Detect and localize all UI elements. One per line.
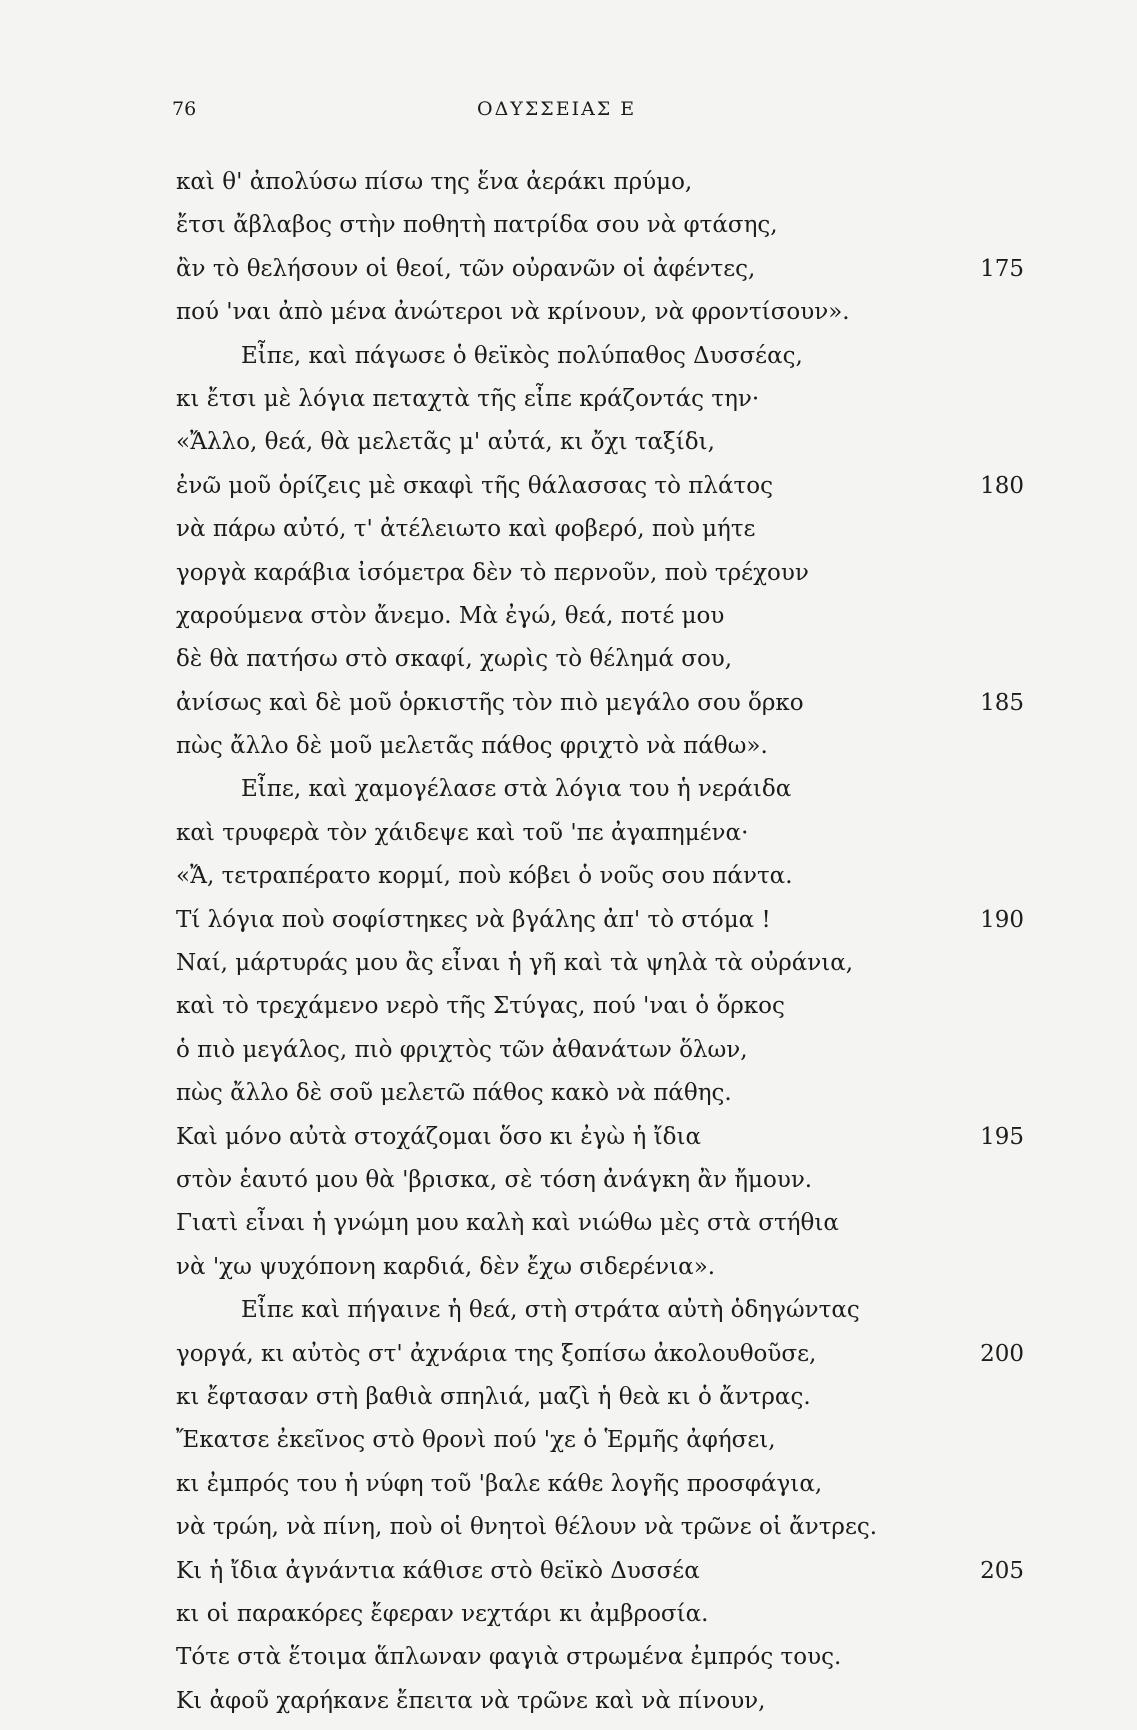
verse-text: πὼς ἄλλο δὲ σοῦ μελετῶ πάθος κακὸ νὰ πάθης. (176, 1080, 732, 1107)
verse-line (0, 602, 1137, 645)
verse-line (0, 1600, 1137, 1643)
verse-line (0, 992, 1137, 1035)
verse-text: Εἶπε καὶ πήγαινε ἡ θεά, στὴ στράτα αὐτὴ ὁδηγώντας (241, 1297, 860, 1324)
verse-line (0, 1340, 1137, 1383)
line-number: 200 (980, 1340, 1024, 1367)
verse-text: Ἔκατσε ἐκεῖνος στὸ θρονὶ πού 'χε ὁ Ἑρμῆς ἀφήσει, (176, 1427, 776, 1454)
verse-line (0, 1470, 1137, 1513)
verse-text: ἀνίσως καὶ δὲ μοῦ ὁρκιστῆς τὸν πιὸ μεγάλο σου ὅρκο (176, 689, 804, 716)
verse-text: δὲ θὰ πατήσω στὸ σκαφί, χωρὶς τὸ θέλημά σου, (176, 646, 733, 673)
verse-line (0, 1296, 1137, 1339)
line-number: 180 (980, 472, 1024, 499)
verse-line (0, 1166, 1137, 1209)
verse-text: «Ἄ, τετραπέρατο κορμί, ποὺ κόβει ὁ νοῦς σου πάντα. (176, 863, 793, 890)
verse-text: ὁ πιὸ μεγάλος, πιὸ φριχτὸς τῶν ἀθανάτων ὅλων, (176, 1036, 748, 1063)
verse-text: ἐνῶ μοῦ ὁρίζεις μὲ σκαφὶ τῆς θάλασσας τὸ πλάτος (176, 472, 773, 499)
page-number: 76 (172, 98, 197, 120)
verse-line (0, 775, 1137, 818)
verse-text: ἂν τὸ θελήσουν οἱ θεοί, τῶν οὐρανῶν οἱ ἀφέντες, (176, 255, 756, 282)
verse-line (0, 1557, 1137, 1600)
verse-line (0, 819, 1137, 862)
verse-line (0, 1123, 1137, 1166)
verse-line (0, 168, 1137, 211)
verse-line (0, 1209, 1137, 1252)
verse-text: Γιατὶ εἶναι ἡ γνώμη μου καλὴ καὶ νιώθω μὲς στὰ στήθια (176, 1210, 839, 1237)
verse-text: ἔτσι ἄβλαβος στὴν ποθητὴ πατρίδα σου νὰ φτάσης, (176, 212, 778, 239)
verse-line (0, 298, 1137, 341)
line-number: 205 (980, 1557, 1024, 1584)
verse-line (0, 1079, 1137, 1122)
verse-text: Καὶ μόνο αὐτὰ στοχάζομαι ὅσο κι ἐγὼ ἡ ἴδια (176, 1123, 701, 1150)
verse-text: Ναί, μάρτυράς μου ἂς εἶναι ἡ γῆ καὶ τὰ ψηλὰ τὰ οὐράνια, (176, 950, 854, 977)
verse-line (0, 515, 1137, 558)
poem-body (0, 168, 1137, 1730)
line-number: 175 (980, 255, 1024, 282)
verse-line (0, 211, 1137, 254)
verse-line (0, 949, 1137, 992)
verse-text: κι ἔτσι μὲ λόγια πεταχτὰ τῆς εἶπε κράζοντάς την· (176, 385, 760, 412)
verse-line (0, 385, 1137, 428)
verse-text: «Ἄλλο, θεά, θὰ μελετᾶς μ' αὐτά, κι ὄχι ταξίδι, (176, 429, 715, 456)
verse-text: Κι ἀφοῦ χαρήκανε ἔπειτα νὰ τρῶνε καὶ νὰ πίνουν, (176, 1687, 766, 1714)
verse-line (0, 732, 1137, 775)
verse-line (0, 559, 1137, 602)
verse-text: κι ἔφτασαν στὴ βαθιὰ σπηλιά, μαζὶ ἡ θεὰ κι ὁ ἄντρας. (176, 1383, 811, 1410)
verse-line (0, 906, 1137, 949)
verse-text: Εἶπε, καὶ πάγωσε ὁ θεϊκὸς πολύπαθος Δυσσέας, (241, 342, 803, 369)
verse-text: γοργὰ καράβια ἰσόμετρα δὲν τὸ περνοῦν, ποὺ τρέχουν (176, 559, 809, 586)
verse-line (0, 1253, 1137, 1296)
verse-line (0, 255, 1137, 298)
verse-text: Τότε στὰ ἕτοιμα ἅπλωναν φαγιὰ στρωμένα ἐμπρός τους. (176, 1644, 842, 1671)
verse-text: Τί λόγια ποὺ σοφίστηκες νὰ βγάλης ἀπ' τὸ στόμα ! (176, 906, 771, 933)
verse-line (0, 862, 1137, 905)
verse-text: γοργά, κι αὐτὸς στ' ἀχνάρια της ξοπίσω ἀκολουθοῦσε, (176, 1340, 817, 1367)
verse-line (0, 1036, 1137, 1079)
verse-line (0, 1687, 1137, 1730)
verse-line (0, 1643, 1137, 1686)
verse-line (0, 645, 1137, 688)
verse-line (0, 1426, 1137, 1469)
verse-text: πὼς ἄλλο δὲ μοῦ μελετᾶς πάθος φριχτὸ νὰ πάθω». (176, 733, 768, 760)
verse-text: στὸν ἑαυτό μου θὰ 'βρισκα, σὲ τόση ἀνάγκη ἂν ἤμουν. (176, 1166, 813, 1193)
verse-text: πού 'ναι ἀπὸ μένα ἀνώτεροι νὰ κρίνουν, νὰ φροντίσουν». (176, 299, 850, 326)
line-number: 190 (980, 906, 1024, 933)
verse-line (0, 689, 1137, 732)
line-number: 195 (980, 1123, 1024, 1150)
running-head: ΟΔΥΣΣΕΙΑΣ Ε (477, 98, 637, 120)
line-number: 185 (980, 689, 1024, 716)
verse-line (0, 342, 1137, 385)
verse-line (0, 472, 1137, 515)
verse-text: χαρούμενα στὸν ἄνεμο. Μὰ ἐγώ, θεά, ποτέ μου (176, 602, 725, 629)
verse-text: νὰ πάρω αὐτό, τ' ἀτέλειωτο καὶ φοβερό, ποὺ μήτε (176, 516, 756, 543)
verse-text: καὶ τρυφερὰ τὸν χάιδεψε καὶ τοῦ 'πε ἀγαπημένα· (176, 819, 749, 846)
verse-text: καὶ θ' ἀπολύσω πίσω της ἕνα ἀεράκι πρύμο, (176, 169, 693, 195)
verse-text: κι ἐμπρός του ἡ νύφη τοῦ 'βαλε κάθε λογῆς προσφάγια, (176, 1470, 823, 1497)
verse-line (0, 1383, 1137, 1426)
verse-text: νὰ 'χω ψυχόπονη καρδιά, δὲν ἔχω σιδερένια». (176, 1253, 716, 1280)
verse-text: Κι ἡ ἴδια ἀγνάντια κάθισε στὸ θεϊκὸ Δυσσέα (176, 1557, 700, 1584)
verse-text: Εἶπε, καὶ χαμογέλασε στὰ λόγια του ἡ νεράιδα (241, 776, 792, 803)
verse-line (0, 428, 1137, 471)
page-header (172, 98, 712, 128)
verse-text: κι οἱ παρακόρες ἔφεραν νεχτάρι κι ἀμβροσία. (176, 1600, 709, 1627)
verse-text: νὰ τρώη, νὰ πίνη, ποὺ οἱ θνητοὶ θέλουν νὰ τρῶνε οἱ ἄντρες. (176, 1514, 878, 1541)
verse-text: καὶ τὸ τρεχάμενο νερὸ τῆς Στύγας, πού 'ναι ὁ ὅρκος (176, 993, 785, 1020)
verse-line (0, 1513, 1137, 1556)
